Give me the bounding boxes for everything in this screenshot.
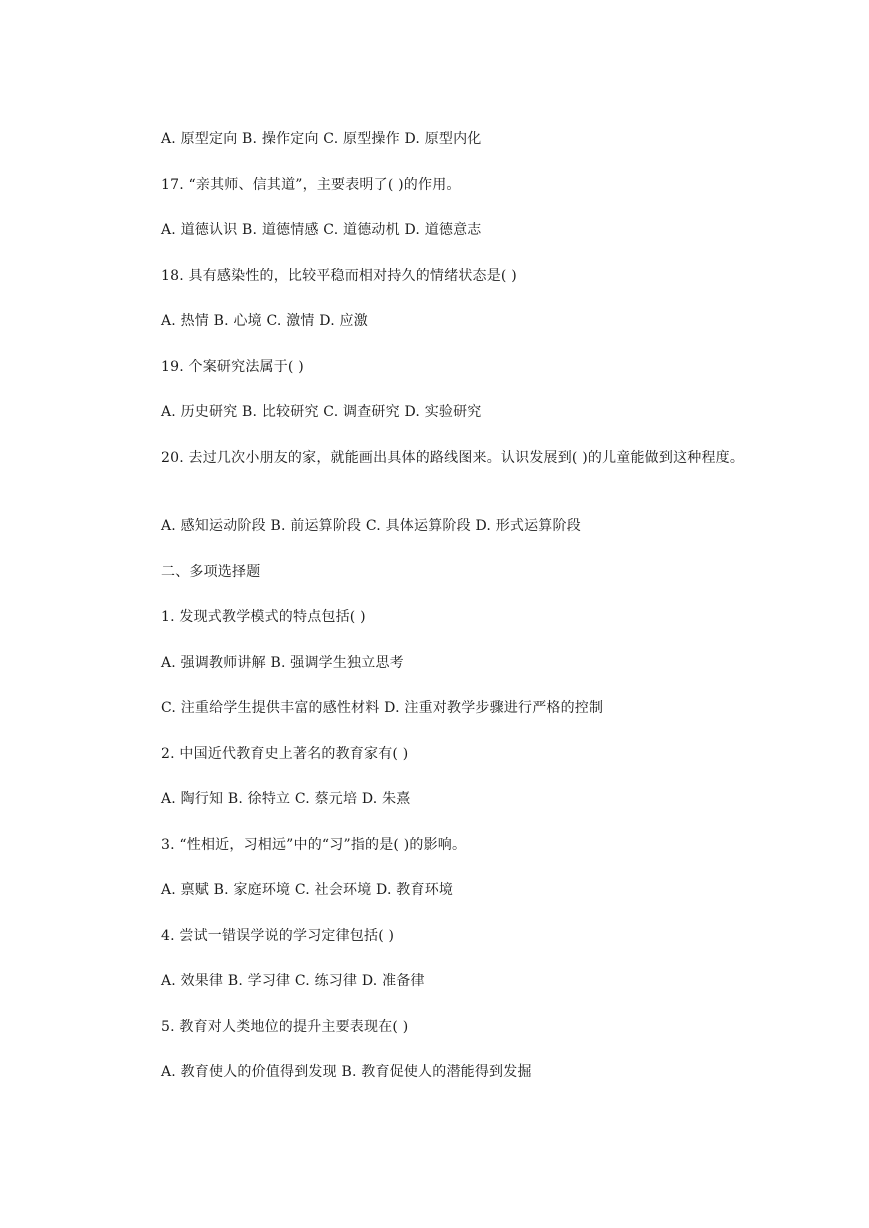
q17-options: A. 道德认识 B. 道德情感 C. 道德动机 D. 道德意志: [161, 222, 482, 238]
mq5-options-ab: A. 教育使人的价值得到发现 B. 教育促使人的潜能得到发掘: [161, 1064, 532, 1080]
q16-options: A. 原型定向 B. 操作定向 C. 原型操作 D. 原型内化: [161, 131, 482, 147]
mq1-stem: 1. 发现式教学模式的特点包括( ): [161, 609, 366, 625]
mq1-options-ab: A. 强调教师讲解 B. 强调学生独立思考: [161, 655, 404, 671]
mq4-stem: 4. 尝试一错误学说的学习定律包括( ): [161, 928, 395, 944]
mq3-options: A. 禀赋 B. 家庭环境 C. 社会环境 D. 教育环境: [161, 882, 454, 898]
mq3-stem: 3. “性相近，习相远”中的“习”指的是( )的影响。: [161, 837, 467, 853]
q19-options: A. 历史研究 B. 比较研究 C. 调查研究 D. 实验研究: [161, 404, 482, 420]
q17-stem: 17. “亲其师、信其道”，主要表明了( )的作用。: [161, 177, 461, 193]
mq2-options: A. 陶行知 B. 徐特立 C. 蔡元培 D. 朱熹: [161, 791, 411, 807]
mq2-stem: 2. 中国近代教育史上著名的教育家有( ): [161, 746, 409, 762]
q18-stem: 18. 具有感染性的，比较平稳而相对持久的情绪状态是( ): [161, 268, 517, 284]
q20-stem: 20. 去过几次小朋友的家，就能画出具体的路线图来。认识发展到( )的儿童能做到这种程度。: [161, 450, 745, 466]
mq5-stem: 5. 教育对人类地位的提升主要表现在( ): [161, 1019, 409, 1035]
q19-stem: 19. 个案研究法属于( ): [161, 359, 304, 375]
mq1-options-cd: C. 注重给学生提供丰富的感性材料 D. 注重对教学步骤进行严格的控制: [161, 700, 604, 716]
section-heading-multiple-choice: 二、多项选择题: [161, 564, 261, 580]
q20-options: A. 感知运动阶段 B. 前运算阶段 C. 具体运算阶段 D. 形式运算阶段: [161, 518, 581, 534]
q18-options: A. 热情 B. 心境 C. 激情 D. 应激: [161, 313, 368, 329]
mq4-options: A. 效果律 B. 学习律 C. 练习律 D. 准备律: [161, 973, 425, 989]
